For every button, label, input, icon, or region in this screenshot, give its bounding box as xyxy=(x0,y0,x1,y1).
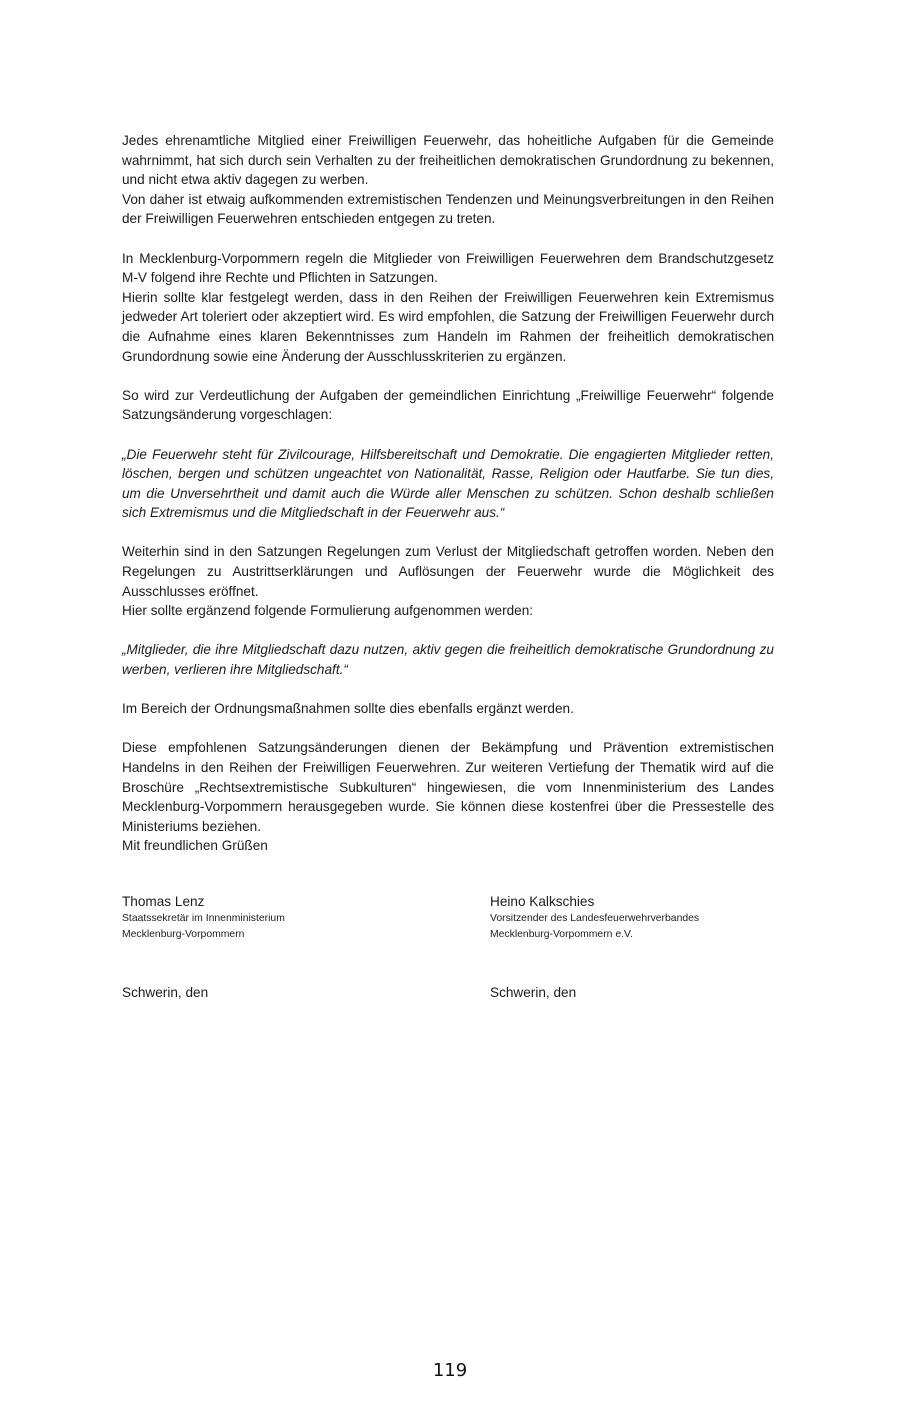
signature-block xyxy=(122,892,774,1002)
paragraph-proposal-intro: So wird zur Verdeutlichung der Aufgaben der gemeindlichen Einrichtung „Freiwillige Feuerwehr“ folgende Satzungsänderung vorgeschlagen: xyxy=(122,387,774,423)
signatory-title: Vorsitzender des Landesfeuerwehrverbandes xyxy=(490,912,700,924)
closing-greeting: Mit freundlichen Grüßen xyxy=(122,838,268,854)
paragraph-formulation-intro: Hier sollte ergänzend folgende Formulierung aufgenommen werden: xyxy=(122,603,534,619)
signatory-region: Mecklenburg-Vorpommern e.V. xyxy=(490,929,633,941)
paragraph-oppose-extremism: Von daher ist etwaig aufkommenden extremistischen Tendenzen und Meinungsverbreitungen in den Reihen der Freiwilligen Feuerwehren entschieden entgegen zu treten. xyxy=(122,191,774,227)
paragraph-commitment: Jedes ehrenamtliche Mitglied einer Freiwilligen Feuerwehr, das hoheitliche Aufgaben für die Gemeinde wahrnimmt, hat sich durch sein Verhalten zu der freiheitlichen demokratischen Grundordnung zu bekennen, und nicht etwa aktiv dagegen zu werben. xyxy=(122,133,774,188)
page-number: 119 xyxy=(432,1360,468,1381)
signature-place-date: Schwerin, den xyxy=(122,985,209,1001)
signatory-title: Staatssekretär im Innenministerium xyxy=(122,912,285,924)
quote-statute-amendment: „Die Feuerwehr steht für Zivilcourage, Hilfsbereitschaft und Demokratie. Die engagierten Mitglieder retten, löschen, bergen und schützen ungeachtet von Nationalität, Rasse, Religion oder Hautfarbe. Sie tun dies, um die Unversehrtheit und damit auch die Würde aller Menschen zu schützen. Schon deshalb schließen sich Extremismus und die Mitgliedschaft in der Feuerwehr aus.“ xyxy=(122,446,774,521)
paragraph-membership-loss: Weiterhin sind in den Satzungen Regelungen zum Verlust der Mitgliedschaft getroffen worden. Neben den Regelungen zu Austrittserklärungen und Auflösungen der Feuerwehr wurde die Möglichkeit des Ausschlusses eröffnet. xyxy=(122,544,774,599)
letter-body xyxy=(122,131,774,1002)
signatory-name: Thomas Lenz xyxy=(122,893,205,909)
signatory-name: Heino Kalkschies xyxy=(490,893,595,909)
signature-right xyxy=(490,892,774,1002)
signature-place-date: Schwerin, den xyxy=(490,985,577,1001)
signatory-region: Mecklenburg-Vorpommern xyxy=(122,929,245,941)
paragraph-disciplinary: Im Bereich der Ordnungsmaßnahmen sollte dies ebenfalls ergänzt werden. xyxy=(122,701,574,717)
paragraph-statutes: In Mecklenburg-Vorpommern regeln die Mitglieder von Freiwilligen Feuerwehren dem Brandschutzgesetz M-V folgend ihre Rechte und Pflichten in Satzungen. xyxy=(122,250,774,286)
signature-left xyxy=(122,892,490,1002)
quote-membership-loss: „Mitglieder, die ihre Mitgliedschaft dazu nutzen, aktiv gegen die freiheitlich demokratische Grundordnung zu werben, verlieren ihre Mitgliedschaft.“ xyxy=(122,642,774,678)
paragraph-recommendation: Hierin sollte klar festgelegt werden, dass in den Reihen der Freiwilligen Feuerwehren kein Extremismus jedweder Art toleriert oder akzeptiert wird. Es wird empfohlen, die Satzung der Freiwilligen Feuerwehr durch die Aufnahme eines klaren Bekenntnisses zum Handeln im Rahmen der freiheitlich demokratischen Grundordnung sowie eine Änderung der Ausschlusskriterien zu ergänzen. xyxy=(122,289,774,364)
paragraph-brochure: Diese empfohlenen Satzungsänderungen dienen der Bekämpfung und Prävention extremistischen Handelns in den Reihen der Freiwilligen Feuerwehren. Zur weiteren Vertiefung der Thematik wird auf die Broschüre „Rechtsextremistische Subkulturen“ hingewiesen, die vom Innenministerium des Landes Mecklenburg-Vorpommern herausgegeben wurde. Sie können diese kostenfrei über die Pressestelle des Ministeriums beziehen. xyxy=(122,740,774,834)
